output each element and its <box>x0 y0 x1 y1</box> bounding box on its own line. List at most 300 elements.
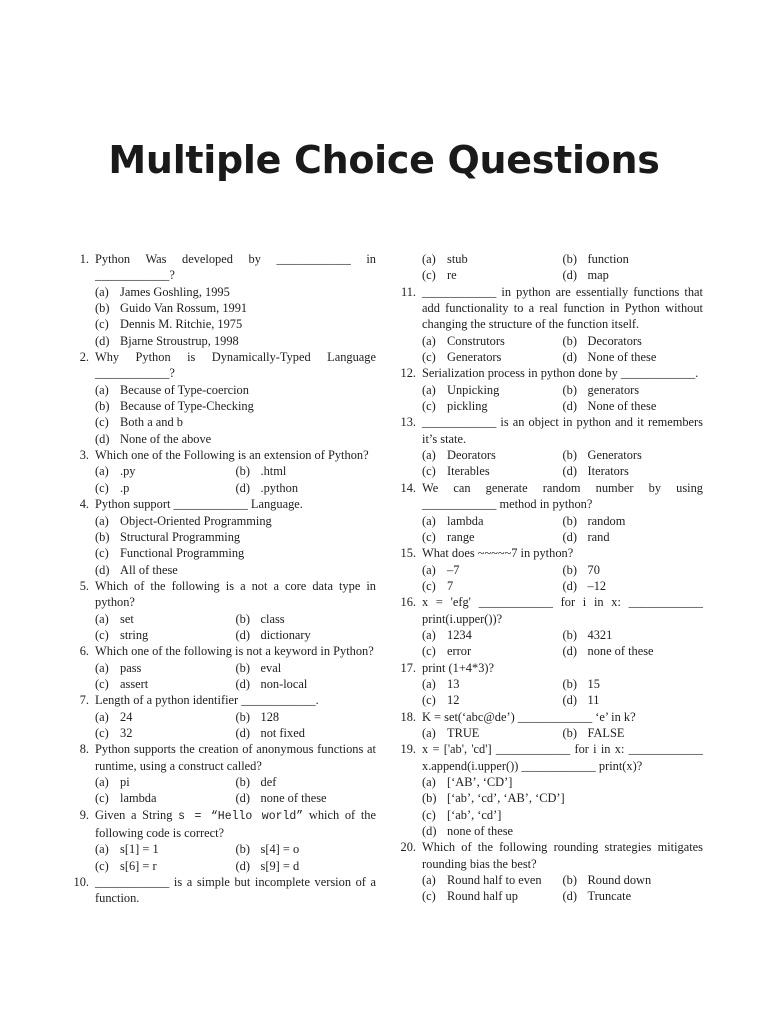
option-label: (c) <box>422 889 436 904</box>
answer-options <box>422 562 703 595</box>
answer-option <box>236 676 377 692</box>
question-number: 9. <box>79 807 89 822</box>
answer-option <box>422 888 563 904</box>
question-text: Python Was developed by ____________ in ____________? <box>95 252 376 283</box>
option-text: [‘AB’, ‘CD’] <box>447 775 513 789</box>
option-text: pi <box>120 775 130 789</box>
question-item-continued <box>393 251 703 284</box>
answer-option <box>422 676 563 692</box>
answer-option <box>95 858 236 874</box>
option-text: –12 <box>587 578 607 593</box>
option-label: (b) <box>562 676 577 691</box>
option-label: (b) <box>562 252 577 266</box>
question-item <box>66 447 376 496</box>
option-label: (a) <box>422 627 436 642</box>
option-label: (a) <box>95 464 109 479</box>
option-text: FALSE <box>587 725 625 740</box>
question-item <box>393 284 703 366</box>
option-text: none of these <box>447 824 514 839</box>
question-text: Python support ____________ Language. <box>95 497 303 512</box>
answer-options <box>422 333 703 366</box>
option-label: (a) <box>95 660 109 675</box>
option-label: (b) <box>235 775 250 789</box>
answer-option <box>95 611 236 627</box>
answer-option <box>236 463 377 479</box>
answer-option <box>422 692 563 708</box>
answer-option <box>422 807 703 823</box>
option-label: (d) <box>235 676 250 691</box>
answer-option <box>422 774 703 790</box>
answer-option <box>563 398 704 414</box>
option-label: (d) <box>235 858 250 873</box>
answer-option <box>95 382 376 398</box>
option-text: 15 <box>587 676 600 691</box>
question-number: 18. <box>400 709 416 724</box>
option-text: Iterables <box>447 464 490 479</box>
option-text: None of the above <box>120 431 212 446</box>
answer-option <box>422 251 563 267</box>
option-label: (d) <box>562 464 577 479</box>
question-text: ____________ in python are essentially functions that add functionality to a real function in Python without changing the structure of the function itself. <box>422 284 703 332</box>
option-label: (a) <box>95 382 109 397</box>
option-text: s[1] = 1 <box>120 842 159 857</box>
option-text: All of these <box>120 562 178 577</box>
answer-option <box>563 676 704 692</box>
option-label: (c) <box>95 627 109 642</box>
option-text: Structural Programming <box>120 529 241 544</box>
answer-option <box>236 841 377 857</box>
question-text: x = 'efg' ____________ for i in x: ____________ print(i.upper())? <box>422 595 703 626</box>
question-text: K = set(‘abc@de’) ____________ ‘e’ in k? <box>422 709 636 724</box>
left-column <box>66 251 376 907</box>
question-number: 6. <box>79 644 89 659</box>
answer-option <box>422 349 563 365</box>
answer-options <box>422 725 703 741</box>
answer-option <box>236 790 377 806</box>
option-text: assert <box>120 676 149 691</box>
option-label: (c) <box>422 529 436 544</box>
question-item <box>66 251 376 349</box>
option-label: (c) <box>95 546 109 561</box>
question-number: 12. <box>400 366 416 381</box>
option-label: (b) <box>562 627 577 642</box>
option-text: Construtors <box>447 333 505 348</box>
option-text: Generators <box>447 350 502 365</box>
answer-option <box>563 513 704 529</box>
option-text: rand <box>587 529 610 544</box>
answer-option <box>422 382 563 398</box>
option-label: (d) <box>562 693 577 708</box>
option-label: (a) <box>422 676 436 691</box>
option-text: 70 <box>587 562 600 577</box>
option-label: (a) <box>422 252 436 266</box>
option-label: (d) <box>95 431 110 446</box>
answer-option <box>95 529 376 545</box>
answer-option <box>95 790 236 806</box>
answer-options <box>95 841 376 874</box>
question-text: Length of a python identifier ____________. <box>95 693 319 708</box>
option-label: (c) <box>95 725 109 740</box>
answer-option <box>95 725 236 741</box>
answer-option <box>95 414 376 430</box>
option-label: (d) <box>562 529 577 544</box>
option-label: (d) <box>562 644 577 659</box>
question-item <box>66 643 376 692</box>
option-text: lambda <box>120 791 157 806</box>
option-label: (c) <box>422 399 436 414</box>
question-number: 10. <box>73 875 89 890</box>
answer-option <box>563 643 704 659</box>
question-item <box>66 578 376 643</box>
option-text: [‘ab’, ‘cd’] <box>447 807 502 822</box>
question-text: What does ~~~~~7 in python? <box>422 546 574 561</box>
answer-option <box>95 841 236 857</box>
answer-option <box>563 251 704 267</box>
option-label: (d) <box>562 350 577 365</box>
answer-option <box>236 858 377 874</box>
question-text: Why Python is Dynamically-Typed Language ____________? <box>95 350 376 381</box>
option-text: None of these <box>587 350 657 365</box>
option-text: .python <box>260 480 299 495</box>
answer-option <box>422 333 563 349</box>
option-text: random <box>587 513 626 528</box>
answer-options <box>422 872 703 905</box>
option-text: 128 <box>260 709 280 724</box>
question-item <box>66 874 376 907</box>
option-text: string <box>120 627 149 642</box>
option-label: (d) <box>562 889 577 904</box>
question-text-part: which of the following code is correct? <box>95 807 376 841</box>
question-item <box>393 480 703 545</box>
question-text: Which of the following is a not a core data type in python? <box>95 578 376 610</box>
option-label: (c) <box>95 317 109 332</box>
answer-option <box>422 725 563 741</box>
option-text: Object-Oriented Programming <box>120 513 272 528</box>
question-item <box>66 349 376 447</box>
option-text: set <box>120 611 134 626</box>
answer-options <box>422 774 703 839</box>
answer-option <box>95 545 376 561</box>
option-text: Round half up <box>447 889 518 904</box>
answer-option <box>95 333 376 349</box>
question-text: Which one of the following is not a keyword in Python? <box>95 644 374 659</box>
option-label: (d) <box>562 578 577 593</box>
option-label: (a) <box>422 775 436 789</box>
question-item <box>393 741 703 839</box>
answer-option <box>422 513 563 529</box>
answer-options <box>422 382 703 415</box>
option-label: (c) <box>422 807 436 822</box>
question-number: 20. <box>400 840 416 855</box>
question-text: ____________ is an object in python and it remembers it’s state. <box>422 415 703 446</box>
answer-option <box>422 267 563 283</box>
option-text: Dennis M. Ritchie, 1975 <box>120 317 243 332</box>
question-item <box>393 660 703 709</box>
option-text: s[9] = d <box>260 858 300 873</box>
answer-option <box>563 872 704 888</box>
option-text: Because of Type-coercion <box>120 382 249 397</box>
option-label: (a) <box>95 611 109 626</box>
option-label: (a) <box>422 513 436 528</box>
option-label: (d) <box>422 824 437 839</box>
question-number: 13. <box>400 415 416 430</box>
option-text: –7 <box>447 562 460 577</box>
option-label: (d) <box>95 333 110 348</box>
option-text: 1234 <box>447 627 472 642</box>
answer-option <box>563 529 704 545</box>
answer-option <box>422 872 563 888</box>
answer-option <box>563 725 704 741</box>
option-text: s[6] = r <box>120 858 157 873</box>
option-label: (b) <box>562 725 577 740</box>
option-label: (b) <box>235 464 250 479</box>
option-text: not fixed <box>260 725 305 740</box>
answer-option <box>563 382 704 398</box>
answer-option <box>563 333 704 349</box>
answer-option <box>236 611 377 627</box>
option-text: non-local <box>260 676 308 691</box>
option-text: function <box>587 252 629 266</box>
option-label: (a) <box>422 725 436 740</box>
option-text: pass <box>120 660 142 675</box>
answer-option <box>422 790 703 806</box>
question-number: 11. <box>400 284 416 299</box>
option-text: Bjarne Stroustrup, 1998 <box>120 333 239 348</box>
option-text: [‘ab’, ‘cd’, ‘AB’, ‘CD’] <box>447 791 565 806</box>
option-label: (b) <box>235 709 250 724</box>
question-text-part: Given a String <box>95 807 179 822</box>
option-text: def <box>260 775 277 789</box>
answer-option <box>422 529 563 545</box>
option-label: (a) <box>422 448 436 463</box>
answer-options <box>95 382 376 447</box>
option-label: (b) <box>422 791 437 806</box>
option-text: James Goshling, 1995 <box>120 284 230 299</box>
answer-options <box>95 284 376 349</box>
option-label: (d) <box>235 791 250 806</box>
question-number: 16. <box>400 595 416 610</box>
answer-option <box>422 627 563 643</box>
option-label: (b) <box>95 301 110 316</box>
answer-option <box>422 562 563 578</box>
answer-options <box>95 611 376 644</box>
option-text: 11 <box>587 693 600 708</box>
question-text: Which of the following rounding strategies mitigates rounding bias the best? <box>422 840 703 871</box>
option-label: (c) <box>422 350 436 365</box>
question-item <box>393 545 703 594</box>
option-text: pickling <box>447 399 488 414</box>
answer-option <box>95 316 376 332</box>
option-label: (c) <box>422 464 436 479</box>
question-number: 8. <box>79 742 89 757</box>
option-text: Round half to even <box>447 873 542 888</box>
option-label: (a) <box>422 562 436 577</box>
option-label: (a) <box>95 513 109 528</box>
answer-options <box>95 774 376 807</box>
question-text: Which one of the Following is an extension of Python? <box>95 448 369 463</box>
answer-option <box>236 725 377 741</box>
option-text: Generators <box>587 448 642 463</box>
option-text: map <box>587 268 609 283</box>
answer-options <box>95 513 376 578</box>
option-text: Because of Type-Checking <box>120 399 254 414</box>
option-label: (c) <box>95 791 109 806</box>
option-text: Guido Van Rossum, 1991 <box>120 301 248 316</box>
option-label: (c) <box>95 676 109 691</box>
option-text: none of these <box>587 644 654 659</box>
question-text: Python supports the creation of anonymous functions at runtime, using a construct called? <box>95 742 376 773</box>
answer-option <box>563 463 704 479</box>
question-item <box>66 496 376 578</box>
option-label: (d) <box>235 725 250 740</box>
code-snippet: s = “Hello world” <box>178 809 304 823</box>
option-text: Round down <box>587 873 652 888</box>
question-number: 3. <box>79 448 89 463</box>
question-number: 15. <box>400 546 416 561</box>
option-label: (a) <box>422 333 436 348</box>
answer-option <box>422 578 563 594</box>
answer-option <box>95 513 376 529</box>
option-label: (d) <box>235 480 250 495</box>
option-label: (b) <box>562 333 577 348</box>
option-text: range <box>447 529 475 544</box>
answer-option <box>95 480 236 496</box>
option-label: (b) <box>235 660 250 675</box>
option-text: dictionary <box>260 627 311 642</box>
option-text: generators <box>587 382 640 397</box>
answer-option <box>422 643 563 659</box>
question-item <box>393 839 703 904</box>
question-item <box>393 365 703 414</box>
question-number: 17. <box>400 660 416 675</box>
option-label: (d) <box>235 627 250 642</box>
answer-option <box>422 398 563 414</box>
option-text: s[4] = o <box>260 842 300 857</box>
option-text: 24 <box>120 709 133 724</box>
option-text: Deorators <box>447 448 496 463</box>
option-text: 7 <box>447 578 454 593</box>
option-text: 12 <box>447 693 460 708</box>
question-item <box>66 692 376 741</box>
option-text: 13 <box>447 676 460 691</box>
answer-option <box>422 823 703 839</box>
option-text: class <box>260 611 285 626</box>
answer-option <box>563 627 704 643</box>
answer-option <box>563 267 704 283</box>
question-number: 2. <box>79 350 89 365</box>
answer-option <box>563 692 704 708</box>
option-label: (b) <box>562 562 577 577</box>
option-text: 4321 <box>587 627 613 642</box>
answer-options <box>95 709 376 742</box>
option-text: Truncate <box>587 889 632 904</box>
option-text: Iterators <box>587 464 629 479</box>
question-text: x = ['ab', 'cd'] ____________ for i in x: ____________ x.append(i.upper()) ____________ print(x)? <box>422 742 703 773</box>
question-text <box>95 807 376 842</box>
answer-option <box>236 774 377 790</box>
option-label: (c) <box>95 480 109 495</box>
answer-option <box>95 709 236 725</box>
question-text: print (1+4*3)? <box>422 660 495 675</box>
answer-options <box>95 463 376 496</box>
question-item <box>393 594 703 659</box>
option-text: error <box>447 644 472 659</box>
answer-option <box>422 463 563 479</box>
question-item <box>393 414 703 479</box>
question-item <box>66 741 376 806</box>
option-label: (a) <box>95 775 109 789</box>
option-text: 32 <box>120 725 133 740</box>
option-label: (b) <box>95 399 110 414</box>
answer-option <box>563 447 704 463</box>
answer-options <box>422 676 703 709</box>
option-text: .html <box>260 464 287 479</box>
option-label: (c) <box>422 578 436 593</box>
option-text: TRUE <box>447 725 480 740</box>
option-label: (b) <box>562 513 577 528</box>
option-text: .p <box>120 480 130 495</box>
question-number: 19. <box>400 742 416 757</box>
option-label: (c) <box>422 693 436 708</box>
option-label: (d) <box>562 268 577 283</box>
option-text: none of these <box>260 791 327 806</box>
question-item <box>66 807 376 874</box>
answer-option <box>236 660 377 676</box>
option-text: re <box>447 268 457 283</box>
option-text: None of these <box>587 399 657 414</box>
option-label: (b) <box>95 529 110 544</box>
option-label: (a) <box>95 842 109 857</box>
answer-option <box>95 627 236 643</box>
answer-options <box>422 513 703 546</box>
question-number: 7. <box>79 693 89 708</box>
answer-option <box>95 774 236 790</box>
answer-option <box>95 660 236 676</box>
answer-option <box>563 578 704 594</box>
answer-option <box>563 562 704 578</box>
option-label: (c) <box>422 644 436 659</box>
answer-option <box>422 447 563 463</box>
question-number: 4. <box>79 497 89 512</box>
option-label: (b) <box>562 873 577 888</box>
answer-option <box>95 284 376 300</box>
answer-option <box>95 431 376 447</box>
question-number: 1. <box>79 252 89 266</box>
option-text: Unpicking <box>447 382 500 397</box>
option-text: Decorators <box>587 333 642 348</box>
option-label: (c) <box>422 268 436 283</box>
answer-option <box>563 349 704 365</box>
option-label: (b) <box>235 842 250 857</box>
option-label: (d) <box>562 399 577 414</box>
option-text: Both a and b <box>120 415 183 430</box>
answer-option <box>236 709 377 725</box>
option-label: (c) <box>95 858 109 873</box>
option-label: (b) <box>562 382 577 397</box>
option-label: (a) <box>95 284 109 299</box>
question-number: 14. <box>400 480 416 495</box>
option-label: (b) <box>235 611 250 626</box>
question-text: ____________ is a simple but incomplete version of a function. <box>95 875 376 906</box>
option-label: (a) <box>422 873 436 888</box>
answer-options <box>422 447 703 480</box>
answer-option <box>95 562 376 578</box>
right-column <box>393 251 703 905</box>
option-label: (a) <box>95 709 109 724</box>
answer-options <box>422 627 703 660</box>
option-label: (a) <box>422 382 436 397</box>
answer-options <box>422 251 703 284</box>
